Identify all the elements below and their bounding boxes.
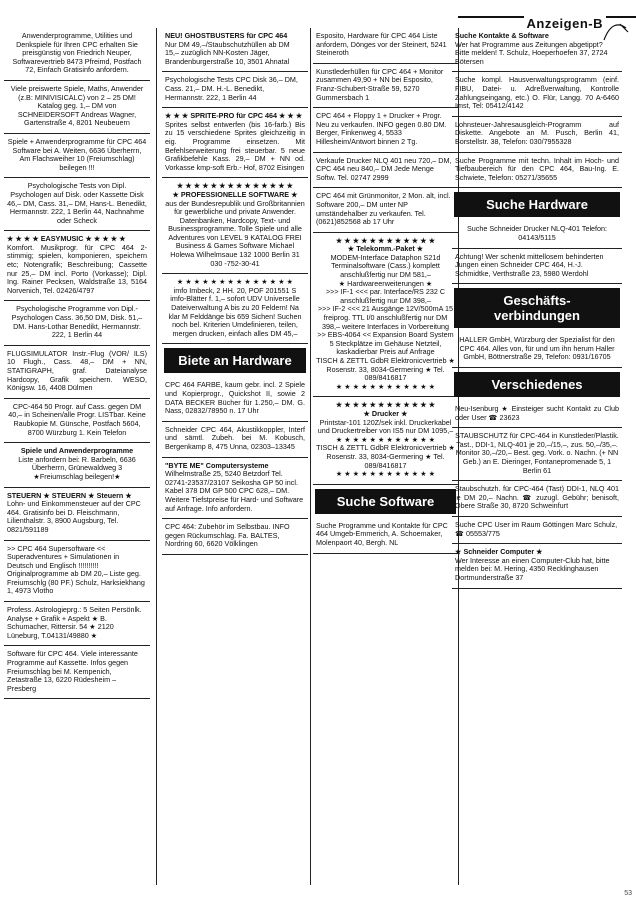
ad-text: FLUGSIMULATOR Instr.-Flug (VOR/ ILS) 10 Flugh., Cass. 48,– DM + NN, STATIGRAPH, graf. Dateianalyse Hardcopy, Grafik speichern. WESO, Königsw. 16, 4408 Dülmen: [7, 348, 147, 393]
classified-ad: [4, 399, 150, 443]
classified-ad: [162, 422, 308, 458]
classified-ad: [162, 178, 308, 274]
classified-ad: [313, 28, 458, 64]
classified-ad: [313, 64, 458, 108]
classified-ad: [162, 72, 308, 108]
classified-ad: [452, 428, 622, 481]
ad-text: Sprites selbst entwerfen (bis 16-farb.) Bis zu 15 verschiedene Sprites gleichzeitig in eig. Programme einsetzen. Mit Befehlserweiterung frei steuerbar. 5 neue Grafikbefehle Kass. 29,– DM + NN od. Vorkasse kmp-soft Erb.- Hof, 8702 Eisingen: [165, 119, 305, 172]
ad-heading: ★ ★ ★ ★ ★ ★ ★ ★ ★ ★ ★ ★ ★ ★ ★ PROFESSIONELLE SOFTWARE ★: [172, 181, 298, 199]
ad-text: MODEM-Interface Dataphon S21d Terminalsoftware (Cass.) komplett anschlußfertig nur DM 581,– ★ Hardwareerweiterungen ★ >>> IF-1 <<< par. Interface/RS 232 C anschlußfertig nur DM 398,– >>> IF-2 <<< 21 Ausgänge 12V/500mA 15 freiprog. TTL I/0 anschlußfertig nur DM 398,– weitere Interfaces in Vorbereitung >> EBS-4064 << Expansion Board System 5 Steckplätze im Gehäuse Netzteil, kaskadierbar Preis auf Anfrage TISCH & ZETTL GdbR Elektronicvertrieb ★ Rosenstr. 33, 8034-Germering ★ Tel. 089/8416817 ★ ★ ★ ★ ★ ★ ★ ★ ★ ★ ★ ★: [316, 252, 455, 391]
ad-text: CPC 464 FARBE, kaum gebr. incl. 2 Spiele und Kopierprogr., Quickshot II, sowie 2 DATA BECKER Bücher für 1.250,– DM. G. Nass, 02832/78950 n. 17 Uhr: [165, 380, 305, 416]
classified-ad: [4, 134, 150, 178]
ad-text: HALLER GmbH, Würzburg der Spezialist für den CPC 464. Alles von, für und um ihn herum Haller GmbH, Böttnerstraße 29, Telefon: 0931/16705: [459, 335, 615, 362]
classified-ad: [313, 153, 458, 189]
classified-ad: [452, 401, 622, 428]
classified-ad: [313, 233, 458, 398]
ad-text: Komfort. Musikprogr. für CPC 464 2-stimmig; spielen, komponieren, speichern etc; Notengrafik; Beschreibung; Cassette nur 25,– DM incl. Porto (Vorkasse); Dipl. Ing. Rainer Pecksen, Waldstraße 13, 5164 Norvenich, Tel. 02426/4797: [7, 242, 147, 295]
ad-text: >> CPC 464 Supersoftware << Superadventures + Simulationen in Deutsch und Englisch !!!!!!!!!! Originalprogramme ab DM 20,– Liste geg. Freiumschlg (80 PF.) Schulz, Harksiekhang 1, 4973 Vlotho: [7, 543, 145, 596]
ad-text: Spiele + Anwenderprogramme für CPC 464 Software bei A. Weiten, 6636 Überherrn, Am Flachsweiher 10 (Freiumschlag) beilegen !!!: [7, 136, 147, 172]
classified-ad: [4, 541, 150, 603]
ad-text: CPC 464 + Floppy 1 + Drucker + Progr. Neu zu verkaufen. INFO gegen 0.80 DM. Berger, Finkenweg 4, 5533 Hillesheim/Antwort binnen 2 Tg.: [316, 111, 447, 146]
classified-ad: [313, 397, 458, 484]
classified-ad: [162, 519, 308, 555]
classified-ad: [4, 81, 150, 134]
classified-ad: [162, 377, 308, 421]
ad-text: CPC 464: Zubehör im Selbstbau. INFO gegen Rückumschlag. Fa. BALTES, Nordring 60, 6620 Völklingen: [165, 522, 290, 549]
ad-text: Suche kompl. Hausverwaltungsprogramm (einf. FIBU, Datei- u. Adreßverwaltung, Kontrolle Zahlungseingang, etc.) O. Flür, Langg. 70 A-6460 Imst, Tel: 05412/4142: [455, 75, 619, 111]
ad-text: Suche Programme mit techn. Inhalt im Hoch- und Tiefbaubereich für den CPC 464, Bau-Ing. E. Schwiete, Telefon: 05271/35655: [455, 155, 619, 182]
classified-ad: [4, 346, 150, 399]
classified-ad: [452, 153, 622, 189]
ad-text: Nur DM 49,–/Staubschutzhüllen ab DM 15,– zuzüglich NN-Kosten Jäger, Brandenburgerstraße 10, 3501 Ahnatal: [165, 39, 290, 66]
ad-text: Suche Programme und Kontakte für CPC 464 Umgeb-Emmerich, A. Schoemaker, Molenpaort 40, Bergh. NL: [316, 520, 448, 547]
classified-ad: [162, 274, 308, 344]
ad-text: Software für CPC 464. Viele interessante Programme auf Kassette. Infos gegen Freiumschlag bei M. Kempenich, Zetastraße 13, 6220 Rüdesheim – Presberg: [7, 649, 138, 693]
ad-text: Psychologische Tests CPC Disk 36,– DM, Cass. 21,– DM. H.-L. Benedikt, Hermannstr. 222, 1 Berlin 44: [165, 75, 298, 102]
column-divider: [310, 28, 311, 885]
classified-ad: [452, 28, 622, 72]
ad-heading: ★ ★ ★ ★ ★ ★ ★ ★ ★ ★ ★ ★ ★ Telekomm.-Paket ★: [335, 235, 436, 254]
ad-heading: ★ ★ ★ SPRITE-PRO für CPC 464 ★ ★ ★: [165, 111, 303, 121]
classified-ad: [4, 443, 150, 487]
classified-ad: [452, 544, 622, 588]
ad-text: Printstar-101 120Z/sek inkl. Druckerkabel und Druckertreiber von IS5 nur DM 1095,– ★ ★ ★ ★ ★ ★ ★ ★ ★ ★ ★ ★ TISCH & ZETTL GdbR Elektronicvertrieb ★ Rosenstr. 33, 8034-Germering ★ Tel. 089/8416817 ★ ★ ★ ★ ★ ★ ★ ★ ★ ★ ★ ★: [316, 417, 455, 479]
ad-heading: Spiele und Anwenderprogramme: [20, 446, 134, 456]
ad-heading: ★ ★ ★ ★ ★ ★ ★ ★ ★ ★ ★ ★ ★ Drucker ★: [335, 400, 436, 418]
section-banner: Geschäfts- verbindungen: [454, 288, 620, 328]
column-divider: [156, 28, 157, 885]
classified-ad: [4, 28, 150, 81]
ad-heading: ★ ★ ★ ★ EASYMUSIC ★ ★ ★ ★ ★: [7, 234, 126, 244]
ad-column-2: [162, 28, 308, 885]
classified-ad: [452, 249, 622, 285]
ad-heading: NEU! GHOSTBUSTERS für CPC 464: [165, 31, 288, 40]
ad-text: Liste anfordern bei: R. Barbeln, 6636 Überherrn, Grünewaldweg 3 ★Freiumschlag beilegen!★: [18, 454, 136, 481]
ad-text: ★ ★ ★ ★ ★ ★ ★ ★ ★ ★ ★ ★ ★ ★ imfo Imbeck, 2 HH. 20, POF 201551 S imfo-Blätter f. 1,– sofort UDV Universelle Dateiverwaltung A bis zu 20 Feldern! Na klar M Felddänge bis 659 Sichen! Suchen noch bel. Kriterien Umdefinieren, teilen, mergen drucken, einfach alles DM 45,–: [168, 277, 302, 338]
ad-text: Psychologische Programme von Dipl.- Psychologen Cass. 36,50 DM, Disk. 51,– DM. Hans-Lothar Benedikt, Hermannstr. 222, 1 Berlin 44: [11, 304, 143, 340]
ad-text: Schneider CPC 464, Akustikkoppler, Interf und sämtl. Zubeh. bei M. Kobusch, Bergenkamp 8, 475 Unna, 02303–13345: [165, 424, 305, 451]
section-banner: Biete an Hardware: [164, 348, 306, 373]
classified-ad: [313, 108, 458, 152]
ad-text: STAUBSCHUTZ für CPC-464 in Kunstleder/Plastik. Tast., DDI-1, NLQ-401 je 20,–/15,–, zus. 50,–/35,–. Monitor 30,–/20,– Best. geg. Vork. o. Nachn. (+ NN Geb.) an E. Dieringer, Fontanepromenade 5, 1 Berlin 61: [455, 431, 619, 475]
classified-ad: [313, 518, 458, 554]
ad-text: Psychologische Tests von Dipl. Psychologen auf Disk. oder Kassette Disk 46,– DM, Cass. 31,– DM, Hans-L. Benedikt, Hermannstr. 222, 1 Berlin 44, Nachnahme oder Scheck: [7, 181, 147, 225]
ad-text: aus der Bundesrepublik und Großbritannien für gewerbliche und private Anwender. Datenbanken, Hardcopy, Text- und Businessprogramme. Tolle Spiele und alle Adventures von LEVEL 9 KATALOG FREI Business & Games Software Michael Holewa Wilhelmsaue 132 1000 Berlin 31 030 -752-30-41: [165, 198, 305, 268]
ad-text: Staubschutzh. für CPC-464 (Tast) DDI-1, NLQ 401 je DM 20,– Nachn. ☎ zuzugl. Gebühr; benisoft, Obere Straße 30, 8720 Schweinfurt: [455, 484, 619, 511]
section-banner: Suche Software: [315, 489, 456, 514]
ad-text: Suche CPC User im Raum Göttingen Marc Schulz, ☎ 05553/775: [455, 520, 618, 538]
ad-text: Viele preiswerte Spiele, Maths, Anwender (z.B: MINIVISICALC) von 2 – 25 DM! Katalog geg. 1,– DM von SCHNEIDERSOFT Andreas Wagner, Gartenstraße 4, 8201 Neubeuern: [10, 83, 144, 128]
ad-text: Wilhelmstraße 25, 5240 Betzdorf Tel. 02741-23537/23107 Seikosha GP 50 incl. Kabel 378 DM GP 500 CPC 628,– DM. Weitere Tiefstpreise für Hard- und Software auf Anfrage. Info anfordern.: [165, 469, 304, 513]
ad-heading: "BYTE ME" Computersysteme: [165, 460, 269, 470]
section-title: Anzeigen-B: [524, 16, 607, 31]
classified-ad: [4, 488, 150, 541]
classified-ad: [313, 188, 458, 232]
classified-ad: [4, 178, 150, 231]
classified-ad: [162, 28, 308, 72]
classified-ad: [162, 108, 308, 178]
ad-heading: ★ Schneider Computer ★: [455, 547, 543, 557]
classified-ad: [452, 481, 622, 517]
ad-heading: STEUERN ★ STEUERN ★ Steuern ★: [7, 490, 132, 500]
classified-ad: [4, 646, 150, 699]
classified-ad: [452, 221, 622, 248]
ad-text: Esposito, Hardware für CPC 464 Liste anfordern, Dönges vor der Steinert, 5241 Steineroth: [316, 31, 447, 58]
ad-text: Lohnsteuer-Jahresausgleich-Programm auf Diskette. Angebote an M. Pusch, Berlin 41, Borstellstr. 38, Telefon: 030/7955328: [455, 119, 619, 146]
classified-ad: [452, 332, 622, 368]
page-number: 53: [624, 890, 632, 897]
ad-column-3: [313, 28, 458, 885]
ad-column-4: [452, 28, 622, 885]
classified-ad: [452, 72, 622, 116]
ad-text: Profess. Astrologieprg.: 5 Seiten Persönlk. Analyse + Grafik + Aspekt ★ B. Schumacher, Rittersir. 54 ★ 2120 Lüneburg, T.04131/49880 ★: [7, 605, 142, 640]
classified-ad: [452, 117, 622, 153]
classified-ad: [4, 301, 150, 345]
ad-column-1: [4, 28, 150, 885]
classified-ad: [162, 458, 308, 520]
classified-ad: [452, 517, 622, 544]
ad-text: Wer Interesse an einen Computer-Club hat, bitte melden bei: M. Hering, 4350 Recklinghausen Dortmunderstraße 37: [455, 555, 610, 582]
ad-text: Verkaufe Drucker NLQ 401 neu 720,– DM, CPC 464 neu 840,– DM Jede Menge Softw. Tel. 02747 2999: [316, 155, 452, 182]
classified-ad: [4, 602, 150, 646]
ad-text: Suche Schneider Drucker NLQ-401 Telefon: 04143/5115: [466, 224, 608, 242]
ad-text: CPC-464 50 Progr. auf Cass. gegen DM 40,– in Scheinen/alle Progr. LISTbar. Keine Raubkopie M. Günsche, Postfach 5604, 8700 Würzburg 1. Kein Telefon: [8, 401, 146, 437]
ad-text: Achtung! Wer schenkt mittellosem behinderten Jungen einen Schneider CPC 464, H.-J. Schmidtke, Verthstraße 23, 5980 Werdohl: [455, 251, 604, 278]
section-banner: Verschiedenes: [454, 372, 620, 397]
classified-ad: [4, 231, 150, 301]
ad-text: Kunstlederhüllen für CPC 464 + Monitor zusammen 49,90 + NN bei Esposito, Franz-Schubert-Straße 59, 5270 Gummersbach 1: [316, 66, 444, 102]
ad-text: CPC 464 mit Grünmonitor, 2 Mon. alt, incl. Software 200,– DM unter NP umständehalber zu verkaufen. Tel. (0621)852568 ab 17 Uhr: [316, 191, 451, 227]
ad-text: Wer hat Programme aus Zeitungen abgetippt? Bitte melden! T. Schulz, Hoeperhoefen 37, 2724 Bötersen: [455, 39, 608, 66]
ad-text: Anwenderprogramme, Utilities und Denkspiele für Ihren CPC erhalten Sie preisgünstig von Friedrich Neuper, Softwarevertrieb 8473 Pfreimd, Postfach 72, Einfach Gratisinfo anfordern.: [12, 31, 142, 75]
section-banner: Suche Hardware: [454, 192, 620, 217]
ad-text: Lohn- und Einkommensteuer auf der CPC 464. Gratisinfo bei D. Fleischmann, Lilienthalstr. 3, 8900 Augsburg, Tel. 0821/591189: [7, 499, 141, 534]
ad-heading: Suche Kontakte & Software: [455, 31, 549, 40]
ad-text: Neu-Isenburg ★ Einsteiger sucht Kontakt zu Club oder User ☎ 23623: [455, 404, 619, 422]
